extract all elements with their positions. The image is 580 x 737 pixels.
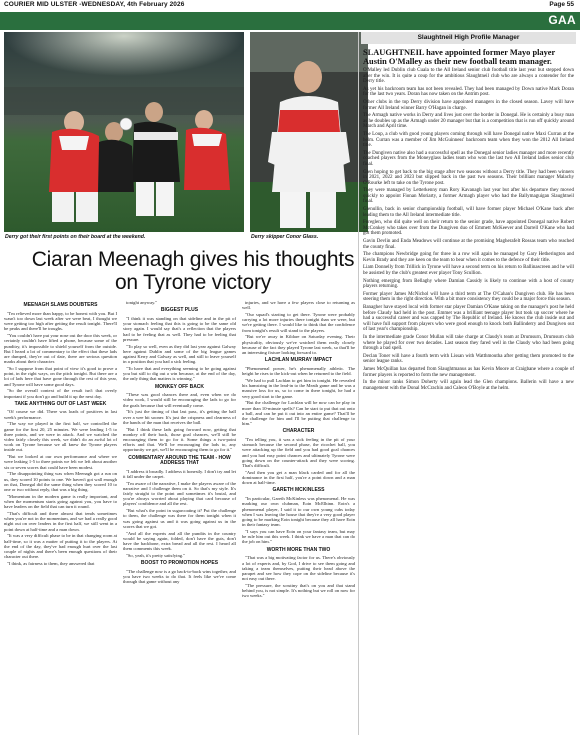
sidebar-paragraph: Liam Donnelly from Trillick in Tyrone will have a second term on his return to Ballinascreen and he will be assisted by the club's greatest ever player Tony Scullion. xyxy=(363,265,574,276)
section-bar xyxy=(0,12,580,30)
paragraph: "I'm telling you, it was a sick feeling in the pit of your stomach because the second phase, the ricochet ball, you were attacking up the field and you had good goal chances and you had easy point chances and ultimately Tyrone were going down on the counter-attack and they were scoring. That's difficult. xyxy=(242,437,355,469)
paragraph: "The way we played in the first half, we controlled the game for the first 20, 25 minutes. We were leading 1-5 to three points, and we were in attack. And we watched the video fairly closely this week, we didn't do an awful lot of work on Tyrone because we all knew the Tyrone players inside out. xyxy=(4,421,117,453)
sidebar-paragraph: Foreglen, who did quite well on their return to the senior grade, have appointed Donegal native Robert McConkey who takes over from the Dungiven duo of Emmett McKeever and Darrell O'Kane who had got them promoted. xyxy=(363,220,574,237)
captain-photo-image xyxy=(250,32,368,232)
sidebar-paragraph: As yet his backroom team has not been revealed. They had been managed by Down native Mark Doran for the last two years. Doran has now taken on the Antrim post. xyxy=(363,86,574,98)
subheading: WORTH MORE THAN TWO xyxy=(266,546,331,553)
subheading: TAKE ANYTHING OUT OF LAST WEEK xyxy=(14,400,107,407)
subheading: MEENAGH SLAMS DOUBTERS xyxy=(23,302,98,308)
subheading: COMMENTARY AROUND THE TEAM - HOW ADDRESS THAT xyxy=(128,454,231,466)
paragraph: "But what's the point in sugarcoating it? Put the challenge to them, the challenge was there for them tonight when it was going against us and it was going against us in the scores that we got. xyxy=(123,508,236,529)
subheading: GARETH MCKINLESS xyxy=(272,487,325,494)
paragraph: "And all the experts and all the pundits in the country would be saying again, folded, don't have the guts, don't have the backbone, extra bread and all the rest. I heard all them comments this week. xyxy=(123,530,236,552)
main-photo-caption: Derry got their first points on their board at the weekend. xyxy=(5,234,146,240)
sidebar-paragraph: Gavin Devlin and Enda Meadows will continue at the promising Magherafelt Rossas team who reached the county final. xyxy=(363,239,574,250)
article-column-3 xyxy=(242,300,355,600)
paragraph: "Of course we did. There was loads of positives in last week's performance. xyxy=(4,409,117,420)
paragraph: "But we looked at our own performance and where we were leaking 1-5 to three points we felt we left about another six or seven scores that could have been modest. xyxy=(4,454,117,470)
paragraph: "But the challenge for Lachlan will be now can he play in more than 10-minute spells? Can he start to put that out onto a ball, and can he put it out into an entire game? That'll be the challenge for him and I'll be putting that challenge to him." xyxy=(242,400,355,427)
page-number: Page 55 xyxy=(549,1,574,8)
paragraph: "So, yeah, it's pretty satisfying." xyxy=(126,552,186,558)
sidebar-paragraph: O'Malley led Dublin club Cuala to the All Ireland senior club football title last year but stepped down after the win. It is quite a coup for the ambitious Slaughtneil club who are always a contender for the Derry title. xyxy=(363,68,574,85)
paragraph: "Phenomenal power, he's phenomenally athletic. The height he rises to the kick-out when he returned to the field. xyxy=(242,365,355,377)
page-header xyxy=(0,0,580,12)
sidebar-paragraph: Glen hoping to get back to the big stage after two seasons without a Derry title. They had been winners in 2021, 2022 and 2023 but slipped back in the past two seasons. Their brilliant manager Malachy O'Rourke left to take on the Tyrone post. xyxy=(363,169,574,186)
sidebar-paragraph: Declan Toner will have a fourth term with Lissan with Watthmoutha after getting them promoted to the senior league ranks. xyxy=(363,353,574,365)
article-column-1 xyxy=(4,300,117,568)
sidebar-paragraph: James McQuillan has departed from Slaughtmanus as has Kevin Moore at Craigbane where a couple of former players is reported to form the new management. xyxy=(363,366,574,378)
paragraph: "The challenge now is a go back-to-back wins together, and you have two weeks to do that. It feels like we've come through that game without any xyxy=(123,568,236,585)
sidebar-paragraph: They were managed by Letterkenny man Rory Kavanagh last year but after his departure they moved quickly to appoint Fionan Moriarty, a former Armagh player who had the Ballymaguigan Slaughtneil final. xyxy=(363,188,574,205)
article-column-2 xyxy=(123,300,236,586)
publication-line: COURIER MID ULSTER -WEDNESDAY, 4th February 2026 xyxy=(4,1,185,8)
sidebar-lead: SLAUGHTNEIL have appointed former Mayo player Austin O'Malley as their new football team manager. xyxy=(363,48,556,66)
paragraph: "I'm relieved more than happy, to be honest with you. But I wasn't too down last week after we were beat, I thought we were getting too high after getting the result tonight. There'll be peaks and there'll be troughs. xyxy=(4,310,117,332)
sidebar-paragraph: The Dungiven native also had a successful spell as the Donegal senior ladies manager and more recently coached players from the Moneyglass ladies team who won the last two All Ireland ladies senior club final. xyxy=(363,150,574,167)
sidebar-paragraph: Banagher have stayed local with former star player Damian O'Kane taking on the manager's post he held before Claudy had held in the post. Emmet was a brilliant teenage player but took up soccer where he had a successful career and was capped by The Republic of Ireland. He knows the club inside out and will have full support from players who were good enough to knock both Ballinderry and Dungiven out of last year's championship. xyxy=(363,304,574,333)
sidebar-paragraph: In the intermediate grade Conor Mullan will take charge at Claudy's team at Drumsurn, Drumsurn club where he played for over two decades. Last season they fared well in the Claudy who had been going through a bad spell. xyxy=(363,334,574,352)
paragraph: "Momentum in the modern game is really important, and when the momentum starts going against you, you have to have leaders on the field that can turn it round. xyxy=(4,493,117,510)
paragraph: "I says you can have Eoin on your fantasy team, but may be rule him out this week. I think we have a man that can do the job on him." xyxy=(242,528,355,545)
paragraph: "And then you get a man black carded and for all the dominance in the first half, you're a point down and a man down at half-time. xyxy=(242,469,355,486)
subheading: CHARACTER xyxy=(282,428,315,435)
article-headline: Ciaran Meenagh gives his thoughts on Tyrone victory xyxy=(31,248,355,294)
paragraph: "It's just the timing of that last pass, it's getting the ball over a wee bit sooner. It's just the crispness and clearness of the hands of the man that receives the ball. xyxy=(123,409,236,425)
sidebar-paragraph: Former player James McNichol will have a third term at The O'Cahan's Dungiven club. He has been steering them in the right direction. With a bit more consistency they could be a major force this season. xyxy=(363,291,574,303)
paragraph: "I think it was standing on that sideline and in the pit of your stomach feeling that this is going to be the same old story again. I would say that's a reflection that the players had to be feeling that as well. They had to be feeling that pressure. xyxy=(123,315,236,342)
main-match-photo xyxy=(4,32,244,232)
paragraph: "So I suppose from that point of view it's good to prove a point, in the right ways, on the pitch tonight. But there are a lot of lads here that have gone through the rest of this year, and Tyrone will have some good days. xyxy=(4,365,117,387)
paragraph: "But I think these lads going forward now, getting that monkey off their back, those goal chances, we'll still be encouraging them to go for it. Some things a two-point efforts and that. We'll be encouraging the lads to, any opportunity we get, we'll be encouraging them to go for it." xyxy=(123,426,236,453)
paragraph: "You couldn't have put your nose out the door this week, or certainly couldn't have lifted a phone, because some of the punditry, it's impossible to shield yourself from the outside. But I heard a lot of commentary to the effect that these lads are dumped, they're out of date, there are serious question marks about their character. xyxy=(4,333,117,365)
section-label: GAA xyxy=(548,13,576,27)
paragraph: "That was a big motivating factor for us. There's obviously a lot of experts and, by God, I drive to see them going and taking a team themselves, putting their head above the parapet and see how they cope on the sideline because it's not easy out there. xyxy=(242,555,355,582)
subheading: LACHLAN MURRAY IMPACT xyxy=(264,357,333,364)
paragraph: tonight anyway." xyxy=(126,300,158,305)
paragraph: "These was good chances there and, even when we do video work, I would still be encouraging the lads to go for the goals because that will eventually come. xyxy=(123,392,236,408)
sidebar-paragraph: Nothing emerging from Bellaghy where Damian Cassidy is likely to continue with a host of county players returning. xyxy=(363,278,574,290)
sidebar-paragraph: The champions Newbridge going for three in a row will again be managed by Gary Hetherington and Kevin Brady and they are keen on the team to bear when it comes to the defence of their title. xyxy=(363,252,574,263)
sidebar-paragraph: In the minor ranks Simon Doherty will again lead the Glen champions. Ballerin will have a new management with the Donal McCrachin and Caleon O'Boyle at the helm. xyxy=(363,380,574,391)
sidebar-title: Slaughtneil High Profile Manager xyxy=(361,32,576,44)
paragraph: "So the overall context of the result isn't that overly important if you don't go and build it up the next day. xyxy=(4,388,117,399)
subheading: BIGGEST PLUS xyxy=(160,307,199,314)
sidebar-divider xyxy=(358,32,359,735)
sidebar-paragraph: The Loup, a club with good young players coming through will have Donegal native Maxi Curran at the helm. Curran was a member of Jim McGuinness' backroom team when they won the 2012 All Ireland title. xyxy=(363,131,574,149)
subheading: MONKEY OFF BACK xyxy=(154,383,205,390)
sidebar-body xyxy=(361,48,576,391)
paragraph: "The pressure, the scrutiny that's on you and that stand behind you, is not simple. It's nothing but we roll on now for two weeks." xyxy=(242,582,355,599)
sidebar-paragraph: The Armagh native works in Derry and lives just over the border in Donegal. He is certainly a busy man as he doubles up as the Armagh under 20 manager but that is a competition that is run off quickly around March and April time. xyxy=(363,113,574,130)
paragraph: "In particular, Gareth McKinless was phenomenal. He was marking our own clubman, Eoin McElhinn. Eoin's a phenomenal player, I said it to our own young cubs today when I was leaving the house that they're a very good player going to be marking Eoin tonight because they all have Eoin in their fantasy team. xyxy=(242,496,355,528)
paragraph: "I address it broadly. I address it honestly. I don't try and let it fall under the carpet. xyxy=(123,468,236,479)
paragraph: "To have that and everything seeming to be going against you but still to dig out a win because, at the end of the day, the only thing that matters is winning." xyxy=(123,365,236,382)
paragraph: "That's difficult and there almost that tends sometimes when you're not in the momentum, and we had a really good night out on over leaders in the first half, we still went in a point down at half-time and a man down. xyxy=(4,511,117,532)
paragraph: "It was a very difficult phase to be in that changing room at half-time, so it was a matter of putting it to the players. At the end of the day, they've had enough hurt over the last couple of nights and there's been enough questions of their character out there. xyxy=(4,533,117,560)
paragraph: "To play so well, even as they did last year against Galway here against Dublin and some of the big league games against Kerry and Galway as well, and still to leave yourself in a position that you had a sick feeling. xyxy=(123,343,236,365)
paragraph: "We had to pull Lachlan to get him in tonight. He revealed his hamstring in the lead-in to the Meath game and he was a massive loss for us, so to come in there tonight, he had a very good start to the game. xyxy=(242,377,355,399)
sidebar-paragraph: Other clubs in the top Derry division have appointed managers in the closed season. Lavey will have former All Ireland winner Barry O'Hagan in charge. xyxy=(363,99,574,111)
paragraph: "I'm aware of the narrative, I make the players aware of the narrative and I challenge them on it. So that's my style. It's fairly straight to the point and sometimes it's brutal, and you're always worried about playing that card because of players' confidence and all the rest. xyxy=(123,480,236,507)
paragraph: "Our squad's starting to get there. Tyrone were probably carrying a lot more injuries there tonight than we were, but we're getting there. I would like to think that the confidence from tonight's result will stand to the players. xyxy=(242,312,355,333)
sidebar-paragraph: Glenullin, back in senior championship football, will have former player Michael O'Kane back after leading them to the All Ireland intermediate title. xyxy=(363,207,574,218)
paragraph: "I think, as fairness to them, they answered that xyxy=(7,561,95,567)
paragraph: injuries, and we have a few players close to returning as well. xyxy=(242,300,355,311)
subheading: BOOST TO PROMOTION HOPES xyxy=(140,560,219,567)
paragraph: "The disappointing thing was when Meenagh got a run on us, they scored 10 points to one. We haven't got wall enough on that, Donegal did the same thing when they scored 10 to one or two without reply, that was a big thing. xyxy=(4,471,117,493)
paragraph: "But we're away in Kildare on Saturday evening. Their physicality, obviously we've watched them really closely because of the fact they played Tyrone last week, so that'll be an interesting fixture looking forward to. xyxy=(242,334,355,356)
captain-photo xyxy=(250,32,368,232)
side-photo-caption: Derry skipper Conor Glass. xyxy=(251,234,319,240)
sidebar-article xyxy=(361,32,576,735)
match-photo-image xyxy=(4,32,244,232)
